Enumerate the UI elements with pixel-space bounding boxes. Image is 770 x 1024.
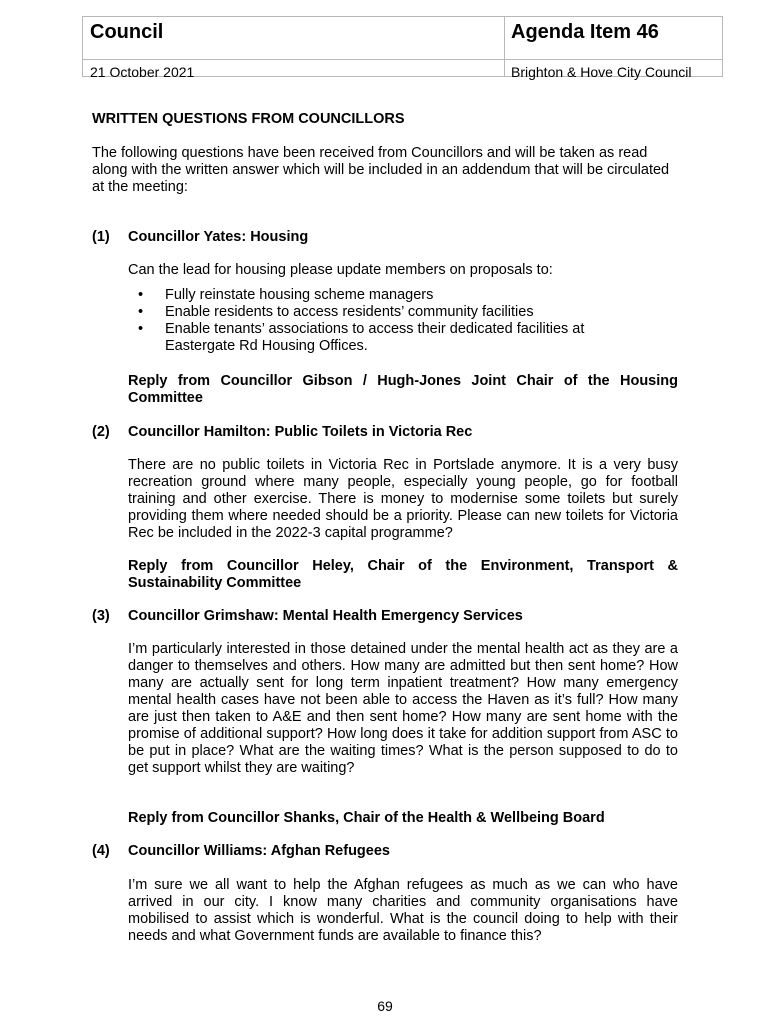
question-1-lead: Can the lead for housing please update members on proposals to: [128, 262, 553, 278]
question-2-number: (2) [92, 424, 110, 440]
question-3-reply: Reply from Councillor Shanks, Chair of the Health & Wellbeing Board [128, 810, 605, 826]
document-header [82, 16, 723, 80]
list-item: • Fully reinstate housing scheme managers [138, 287, 434, 303]
header-council-title: Council [90, 21, 164, 43]
question-4-number: (4) [92, 843, 110, 859]
bullet-icon: • [138, 287, 144, 303]
question-2-body: There are no public toilets in Victoria Rec in Portslade anymore. It is a very busy recreation ground where many people, especially young people, go for football training and other exercise. There is money to modernise some toilets but surely providing them where needed should be a priority. Please can new toilets for Victoria Rec be included in the 2022-3 capital programme? [128, 457, 678, 541]
list-item: • Enable tenants’ associations to access their dedicated facilities at Eastergate Rd Housing Offices. [138, 321, 585, 354]
question-2-title: Councillor Hamilton: Public Toilets in Victoria Rec [128, 424, 473, 440]
question-1-title: Councillor Yates: Housing [128, 229, 309, 245]
question-3-title: Councillor Grimshaw: Mental Health Emergency Services [128, 608, 523, 624]
question-4-body: I’m sure we all want to help the Afghan refugees as much as we can who have arrived in our city. I know many charities and community organisations have mobilised to assist which is wonderful. What is the council doing to help with their needs and what Government funds are available to finance this? [128, 877, 678, 944]
header-organisation: Brighton & Hove City Council [511, 64, 692, 80]
bullet-icon: • [138, 304, 144, 320]
header-date: 21 October 2021 [90, 64, 195, 80]
question-3-body: I’m particularly interested in those detained under the mental health act as they are a danger to themselves and others. How many are admitted but then sent home? How many are actually sent for long term inpatient treatment? How many emergency mental health cases have not been able to access the Haven as it’s full? How many are just then taken to A&E and then sent home? How many are sent home with the promise of additional support? How long does it take for addition support from ASC to be put in place? What are the waiting times? What is the person supposed to do to get support whilst they are waiting? [128, 641, 678, 776]
question-1-number: (1) [92, 229, 110, 245]
question-1-bullet-list [128, 287, 678, 355]
intro-paragraph: The following questions have been received from Councillors and will be taken as read along with the written answer which will be included in an addendum that will be circulated at the meeting: [92, 145, 670, 195]
question-4-title: Councillor Williams: Afghan Refugees [128, 843, 390, 859]
question-1-reply: Reply from Councillor Gibson / Hugh-Jones Joint Chair of the Housing Committee [128, 373, 678, 406]
header-agenda-item: Agenda Item 46 [511, 21, 659, 43]
header-rule [83, 59, 722, 60]
question-2-reply: Reply from Councillor Heley, Chair of the Environment, Transport & Sustainability Committee [128, 558, 678, 591]
header-divider [504, 17, 505, 76]
page-number: 69 [377, 998, 393, 1014]
list-item: • Enable residents to access residents’ community facilities [138, 304, 534, 320]
bullet-icon: • [138, 321, 144, 337]
section-title: WRITTEN QUESTIONS FROM COUNCILLORS [92, 111, 405, 127]
question-3-number: (3) [92, 608, 110, 624]
